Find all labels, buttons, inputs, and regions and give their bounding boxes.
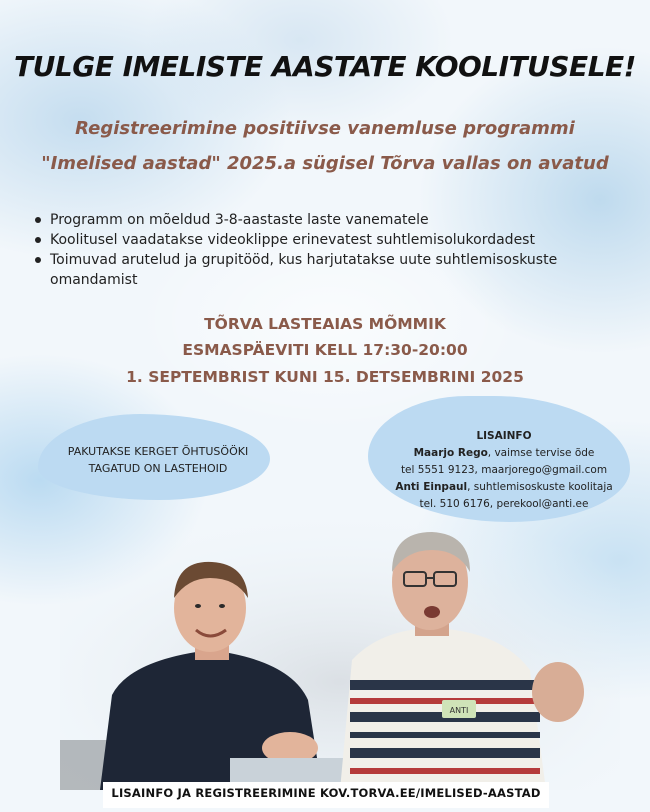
bullet-item: Toimuvad arutelud ja grupitööd, kus harjutatakse uute suhtlemisoskuste omandamist bbox=[30, 250, 620, 290]
contact-info bbox=[378, 428, 630, 513]
trainers-photo bbox=[60, 520, 620, 790]
offer-text bbox=[38, 443, 278, 477]
contact-1-details: tel 5551 9123, maarjorego@gmail.com bbox=[400, 464, 608, 476]
offer-line-meal: PAKUTAKSE KERGET ÕHTUSÖÖKI bbox=[67, 445, 249, 458]
name-tag-text: ANTI bbox=[449, 706, 469, 715]
poster-title: TULGE IMELISTE AASTATE KOOLITUSELE! bbox=[14, 50, 636, 83]
subtitle-line-2: "Imelised aastad" 2025.a sügisel Tõrva vallas on avatud bbox=[41, 153, 609, 174]
contact-heading: LISAINFO bbox=[476, 430, 532, 442]
contact-2 bbox=[378, 479, 630, 496]
event-time: ESMASPÄEVITI KELL 17:30-20:00 bbox=[182, 341, 468, 359]
contact-2-role: , suhtlemisoskuste koolitaja bbox=[467, 481, 613, 493]
contact-1-role: , vaimse tervise õde bbox=[487, 447, 595, 459]
contact-2-name: Anti Einpaul bbox=[395, 481, 468, 493]
contact-2-details: tel. 510 6176, perekool@anti.ee bbox=[419, 498, 589, 510]
event-dates: 1. SEPTEMBRIST KUNI 15. DETSEMBRINI 2025 bbox=[126, 368, 524, 386]
bullet-item: Koolitusel vaadatakse videoklippe erinevatest suhtlemisolukordadest bbox=[30, 230, 620, 250]
subtitle-line-1: Registreerimine positiivse vanemluse programmi bbox=[75, 118, 575, 139]
offer-line-childcare: TAGATUD ON LASTEHOID bbox=[88, 462, 228, 475]
info-bullet-list bbox=[30, 210, 620, 290]
contact-1 bbox=[378, 445, 630, 462]
contact-1-name: Maarjo Rego bbox=[413, 447, 488, 459]
bullet-item: Programm on mõeldud 3-8-aastaste laste vanematele bbox=[30, 210, 620, 230]
event-location: TÕRVA LASTEAIAS MÕMMIK bbox=[204, 315, 446, 333]
registration-link[interactable]: LISAINFO JA REGISTREERIMINE KOV.TORVA.EE/IMELISED-AASTAD bbox=[111, 786, 541, 800]
